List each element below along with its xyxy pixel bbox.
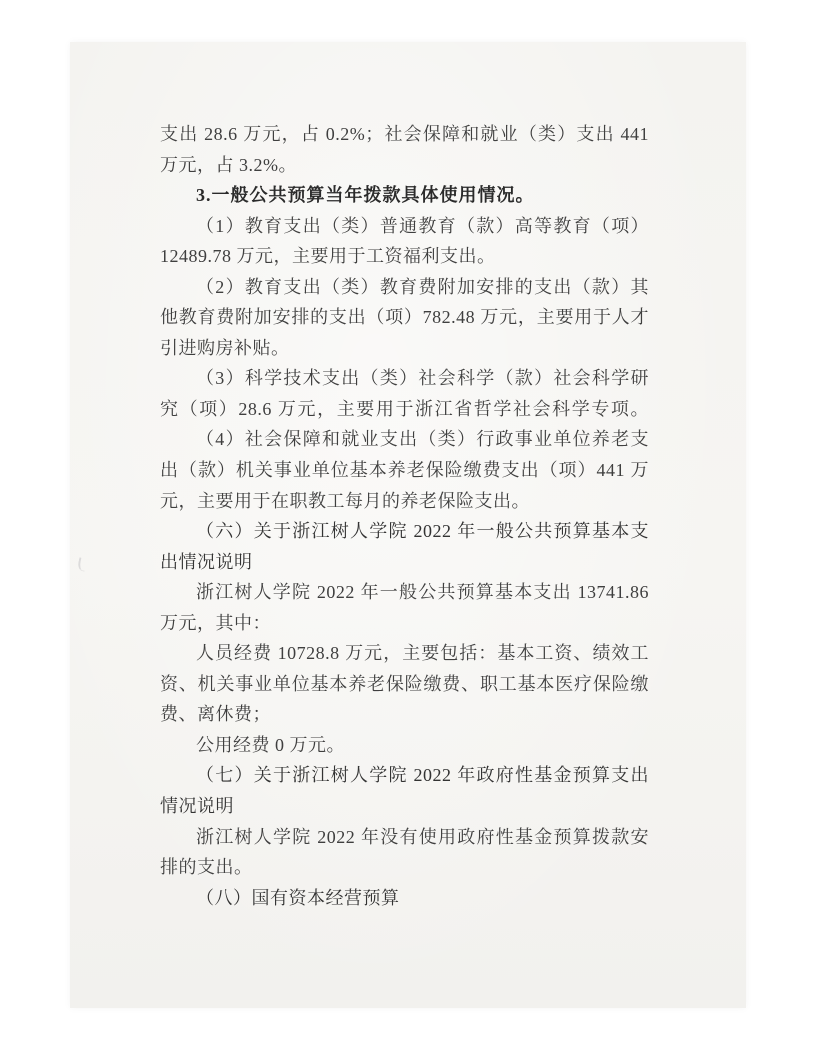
text-line: 浙江树人学院 2022 年一般公共预算基本支出 13741.86 <box>196 582 649 603</box>
text-line: 出情况说明 <box>160 551 253 572</box>
text-line: 支出 28.6 万元，占 0.2%；社会保障和就业（类）支出 441 <box>160 124 649 144</box>
text-line: 资、机关事业单位基本养老保险缴费、职工基本医疗保险缴 <box>160 673 649 694</box>
text-line: 情况说明 <box>160 796 234 817</box>
text-line: 万元，其中： <box>160 612 271 633</box>
text-line: 费、离休费； <box>160 704 271 725</box>
text-line: 12489.78 万元，主要用于工资福利支出。 <box>160 246 496 267</box>
text-line: 出（款）机关事业单位基本养老保险缴费支出（项）441 万 <box>160 460 649 481</box>
text-line: 公用经费 0 万元。 <box>196 734 345 755</box>
text-line: （八）国有资本经营预算 <box>196 887 400 908</box>
text-line: 人员经费 10728.8 万元，主要包括：基本工资、绩效工 <box>196 643 649 664</box>
text-line: 3.一般公共预算当年拨款具体使用情况。 <box>196 185 535 206</box>
text-line: （3）科学技术支出（类）社会科学（款）社会科学研 <box>196 368 649 389</box>
text-line: 元，主要用于在职教工每月的养老保险支出。 <box>160 490 530 511</box>
text-line: 究（项）28.6 万元，主要用于浙江省哲学社会科学专项。 <box>160 398 649 419</box>
document-page <box>70 42 746 1008</box>
text-line: （4）社会保障和就业支出（类）行政事业单位养老支 <box>196 429 649 450</box>
document-text-block <box>160 119 649 913</box>
text-line: （六）关于浙江树人学院 2022 年一般公共预算基本支 <box>196 521 649 542</box>
text-line: （七）关于浙江树人学院 2022 年政府性基金预算支出 <box>196 765 649 786</box>
text-line: 万元，占 3.2%。 <box>160 154 297 175</box>
text-line: （2）教育支出（类）教育费附加安排的支出（款）其 <box>196 276 649 297</box>
text-line: （1）教育支出（类）普通教育（款）高等教育（项） <box>196 215 649 236</box>
scan-artifact <box>77 557 88 571</box>
text-line: 浙江树人学院 2022 年没有使用政府性基金预算拨款安 <box>196 826 649 847</box>
text-line: 排的支出。 <box>160 857 253 878</box>
text-line: 他教育费附加安排的支出（项）782.48 万元，主要用于人才 <box>160 307 649 328</box>
text-line: 引进购房补贴。 <box>160 337 290 358</box>
